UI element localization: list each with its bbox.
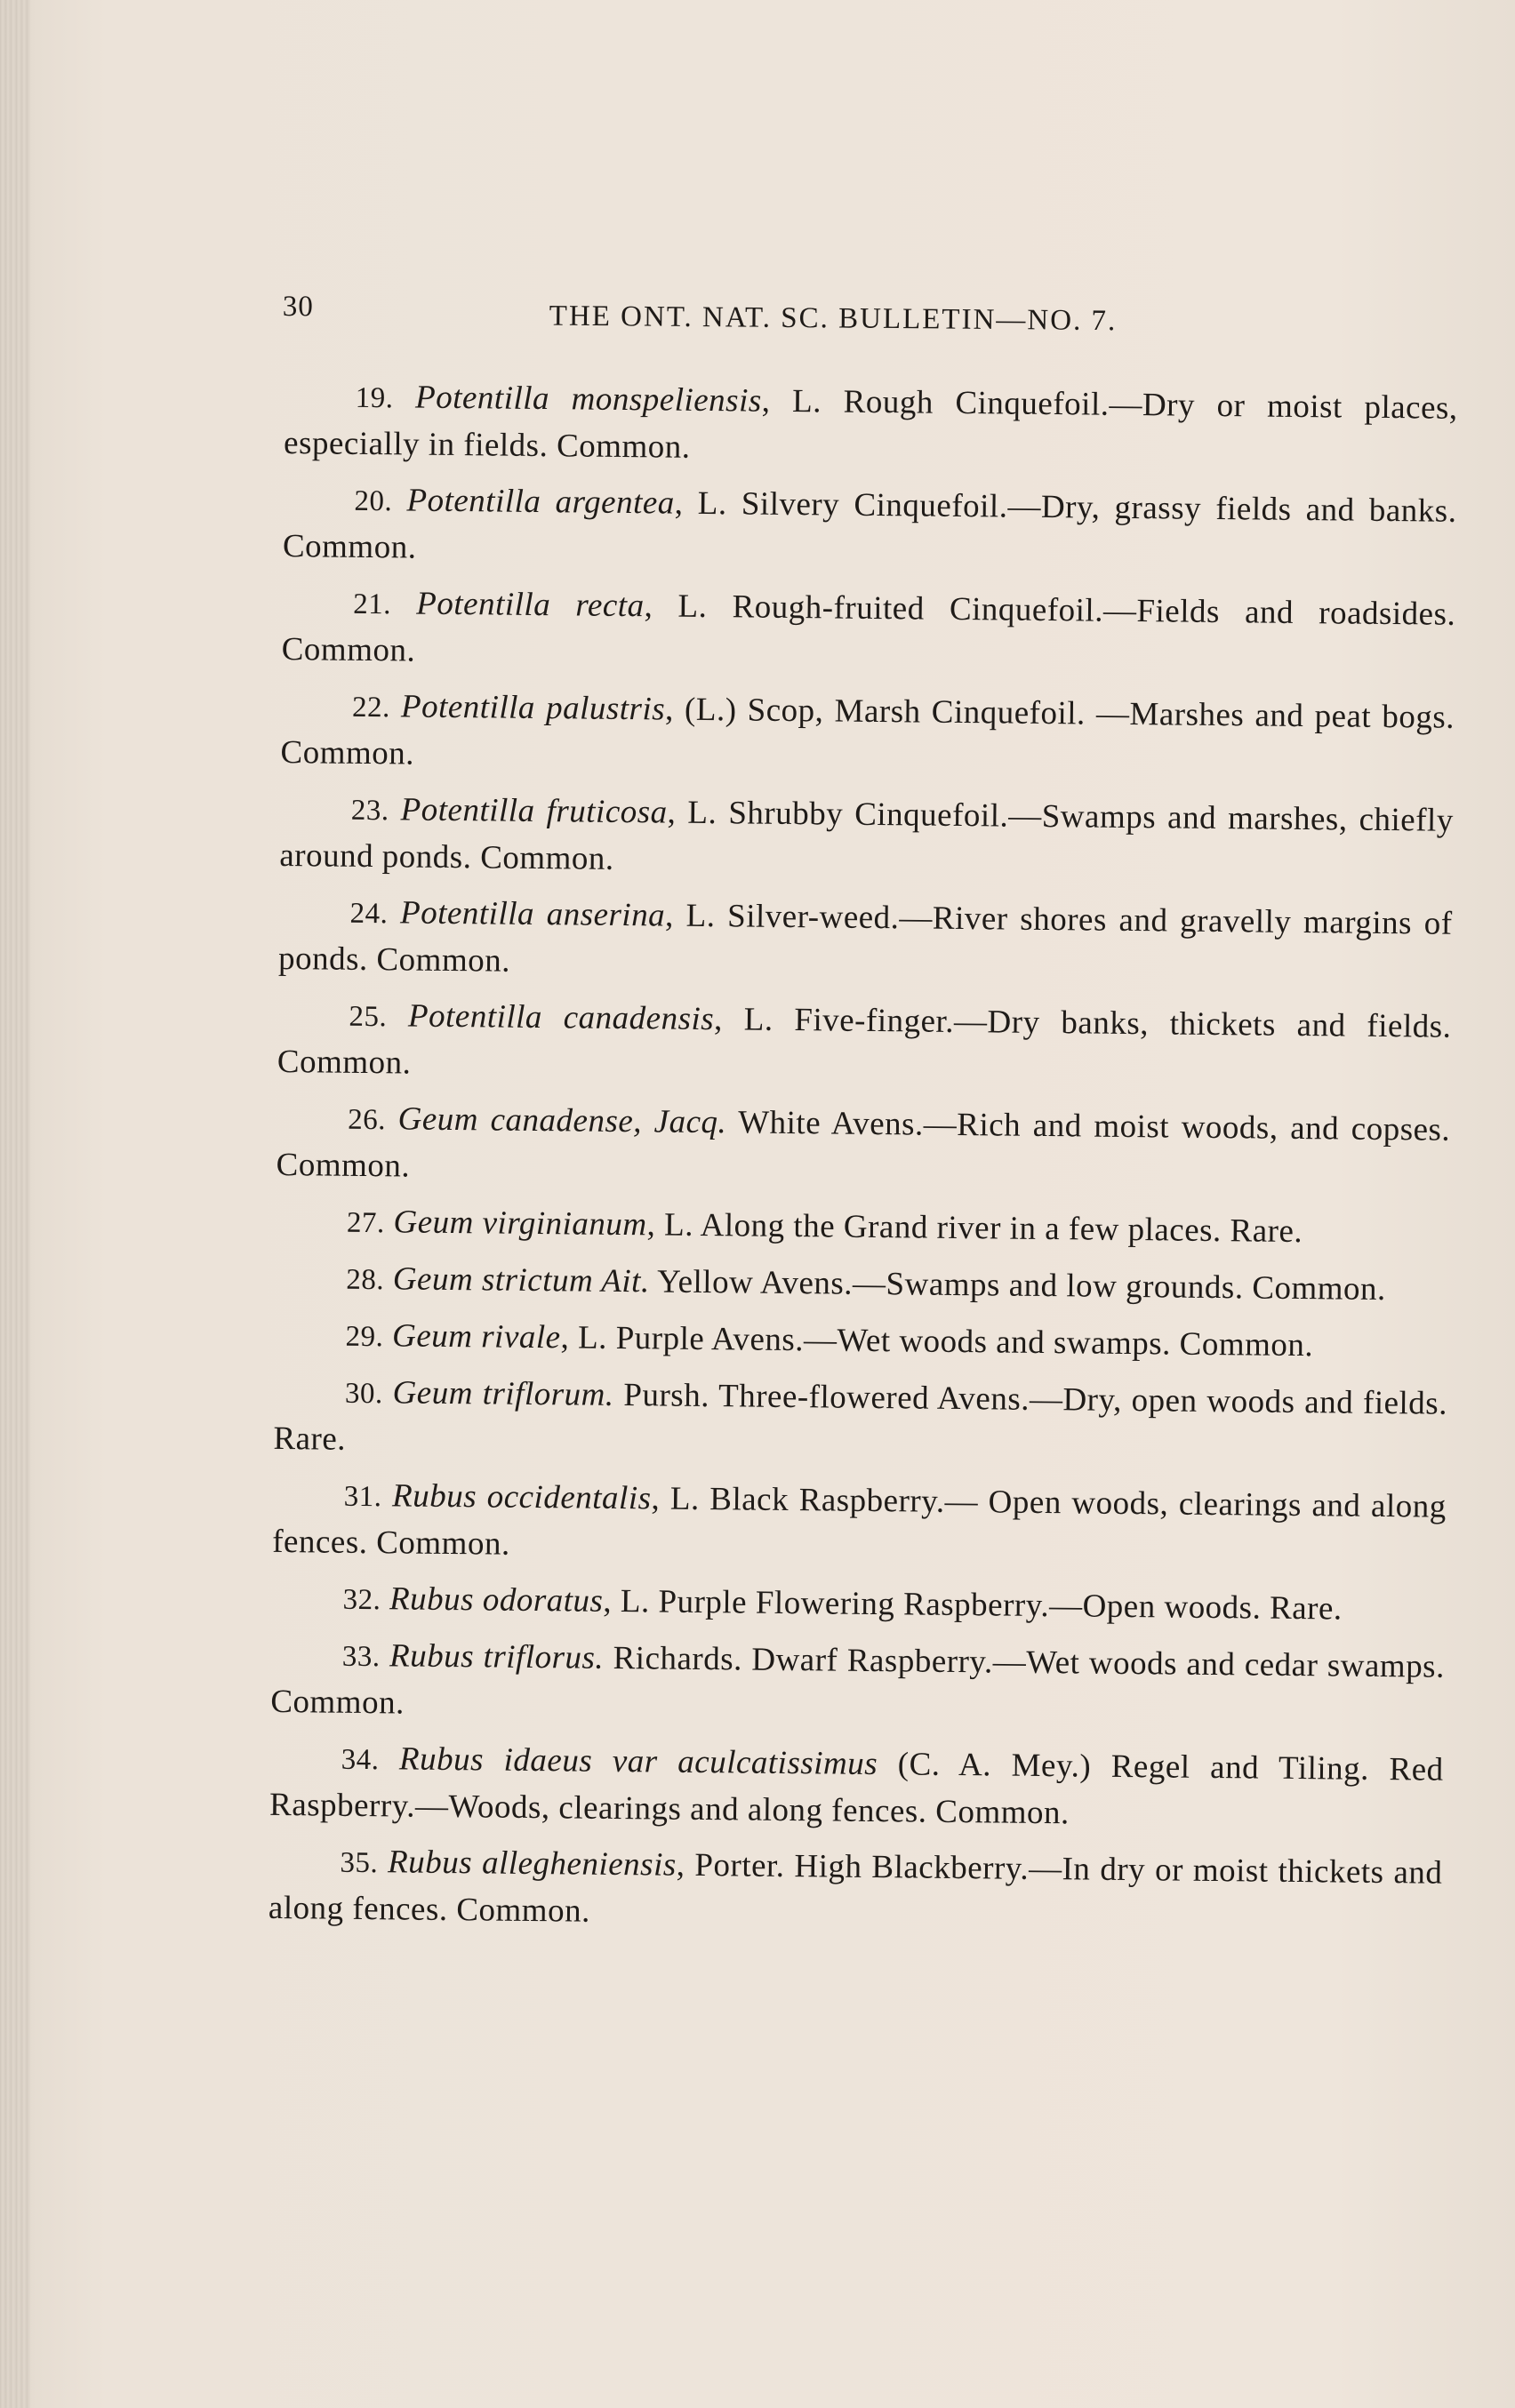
species-entry: [269, 1838, 1443, 1944]
authority: , L.: [713, 1001, 774, 1038]
scientific-name: Potentilla monspeliensis: [414, 379, 762, 420]
species-entry: [280, 683, 1455, 788]
entry-number: 20.: [354, 484, 393, 518]
entry-number: 35.: [340, 1846, 379, 1880]
scientific-name: Geum canadense, Jacq.: [397, 1100, 727, 1141]
entry-description: Marsh Cinquefoil. —Marshes and peat bogs. Common.: [280, 692, 1455, 772]
entry-number: 26.: [348, 1103, 387, 1137]
scientific-name: Geum virginianum: [393, 1204, 647, 1244]
scientific-name: Potentilla palustris: [400, 688, 666, 728]
authority: Richards.: [603, 1639, 743, 1678]
entry-description: Purple Flowering Raspberry.—Open woods. Rare.: [649, 1583, 1343, 1628]
species-entry: [276, 1095, 1450, 1201]
authority: Pursh.: [613, 1376, 710, 1415]
entry-number: 33.: [341, 1640, 381, 1674]
species-entry: [279, 786, 1454, 892]
entry-description: Rough-fruited Cinquefoil.—Fields and roadsides. Common.: [281, 588, 1456, 669]
running-title: THE ONT. NAT. SC. BULLETIN—NO. 7.: [549, 300, 1118, 338]
page-edge: [0, 0, 30, 2408]
authority: , Porter.: [676, 1846, 785, 1884]
species-list: [269, 373, 1458, 1954]
entry-description: White Avens.—Rich and moist woods, and copses. Common.: [276, 1104, 1451, 1185]
entry-number: 30.: [344, 1377, 383, 1411]
scientific-name: Potentilla anserina: [399, 894, 666, 934]
entry-number: 25.: [349, 1000, 388, 1034]
entry-number: 22.: [351, 691, 391, 724]
authority: , L.: [761, 382, 822, 420]
scientific-name: Potentilla fruticosa: [400, 791, 668, 831]
entry-number: 24.: [349, 897, 389, 931]
entry-number: 23.: [350, 794, 389, 828]
scientific-name: Rubus idaeus var aculcatissimus: [398, 1740, 878, 1783]
species-entry: [283, 476, 1457, 582]
entry-description: High Blackberry.—In dry or moist thickets and along fences. Common.: [268, 1847, 1443, 1930]
entry-number: 28.: [346, 1263, 385, 1297]
authority: , L.: [674, 484, 727, 523]
scientific-name: Geum triflorum.: [392, 1374, 614, 1413]
page-number: 30: [282, 290, 314, 324]
species-entry: [274, 1312, 1447, 1372]
entry-number: 19.: [355, 381, 394, 415]
entry-description: Shrubby Cinquefoil.—Swamps and marshes, chiefly around ponds. Common.: [279, 795, 1455, 877]
species-entry: [281, 580, 1455, 685]
entry-number: 31.: [343, 1480, 382, 1514]
entry-number: 34.: [341, 1743, 380, 1777]
entry-description: Along the Grand river in a few places. Rare.: [693, 1206, 1303, 1251]
scientific-name: Geum strictum Ait.: [392, 1260, 650, 1300]
authority: , L.: [651, 1480, 700, 1517]
scientific-name: Rubus triflorus.: [389, 1637, 605, 1676]
entry-description: Three-flowered Avens.—Dry, open woods and fields. Rare.: [273, 1378, 1448, 1458]
entry-description: Dwarf Raspberry.—Wet woods and cedar swamps. Common.: [270, 1641, 1446, 1722]
authority: , L.: [603, 1582, 650, 1620]
authority: , L.: [664, 897, 716, 935]
species-entry: [269, 1735, 1444, 1841]
entry-description: Purple Avens.—Wet woods and swamps. Common.: [606, 1319, 1314, 1364]
authority: , L.: [644, 588, 708, 625]
authority: , (L.) Scop,: [664, 691, 824, 730]
entry-description: Silver-weed.—River shores and gravelly margins of ponds. Common.: [277, 898, 1453, 980]
species-entry: [272, 1472, 1447, 1578]
scientific-name: Rubus odoratus: [389, 1580, 604, 1620]
scientific-name: Potentilla recta: [416, 585, 645, 625]
entry-description: Rough Cinquefoil.—Dry or moist places, especially in fields. Common.: [283, 383, 1458, 466]
scientific-name: Potentilla canadensis: [407, 997, 715, 1038]
entry-number: 32.: [342, 1583, 381, 1617]
authority: , L.: [646, 1206, 694, 1244]
entry-number: 27.: [346, 1206, 385, 1240]
species-entry: [277, 992, 1452, 1098]
species-entry: [278, 889, 1453, 995]
species-entry: [284, 373, 1458, 479]
species-entry: [276, 1198, 1449, 1258]
entry-description: Five-finger.—Dry banks, thickets and fields. Common.: [277, 1001, 1452, 1082]
entry-description: Yellow Avens.—Swamps and low grounds. Common.: [649, 1263, 1387, 1308]
entry-description: Black Raspberry.— Open woods, clearings and along fences. Common.: [272, 1480, 1447, 1563]
entry-description: Silvery Cinquefoil.—Dry, grassy fields and banks. Common.: [282, 485, 1457, 566]
species-entry: [273, 1369, 1447, 1475]
scientific-name: Rubus occidentalis: [391, 1477, 652, 1517]
entry-description: Red Raspberry.—Woods, clearings and along fences. Common.: [269, 1750, 1444, 1832]
species-entry: [270, 1632, 1445, 1738]
authority: , L.: [560, 1319, 608, 1356]
scientific-name: Rubus allegheniensis: [387, 1844, 677, 1884]
authority: , L.: [667, 794, 717, 832]
scientific-name: Geum rivale: [391, 1317, 561, 1356]
entry-number: 29.: [345, 1320, 384, 1354]
page-header: [282, 289, 1438, 352]
scientific-name: Potentilla argentea: [406, 482, 676, 522]
species-entry: [271, 1575, 1445, 1635]
entry-number: 21.: [353, 588, 392, 621]
species-entry: [275, 1255, 1448, 1315]
authority: (C. A. Mey.) Regel and Tiling.: [877, 1746, 1370, 1788]
